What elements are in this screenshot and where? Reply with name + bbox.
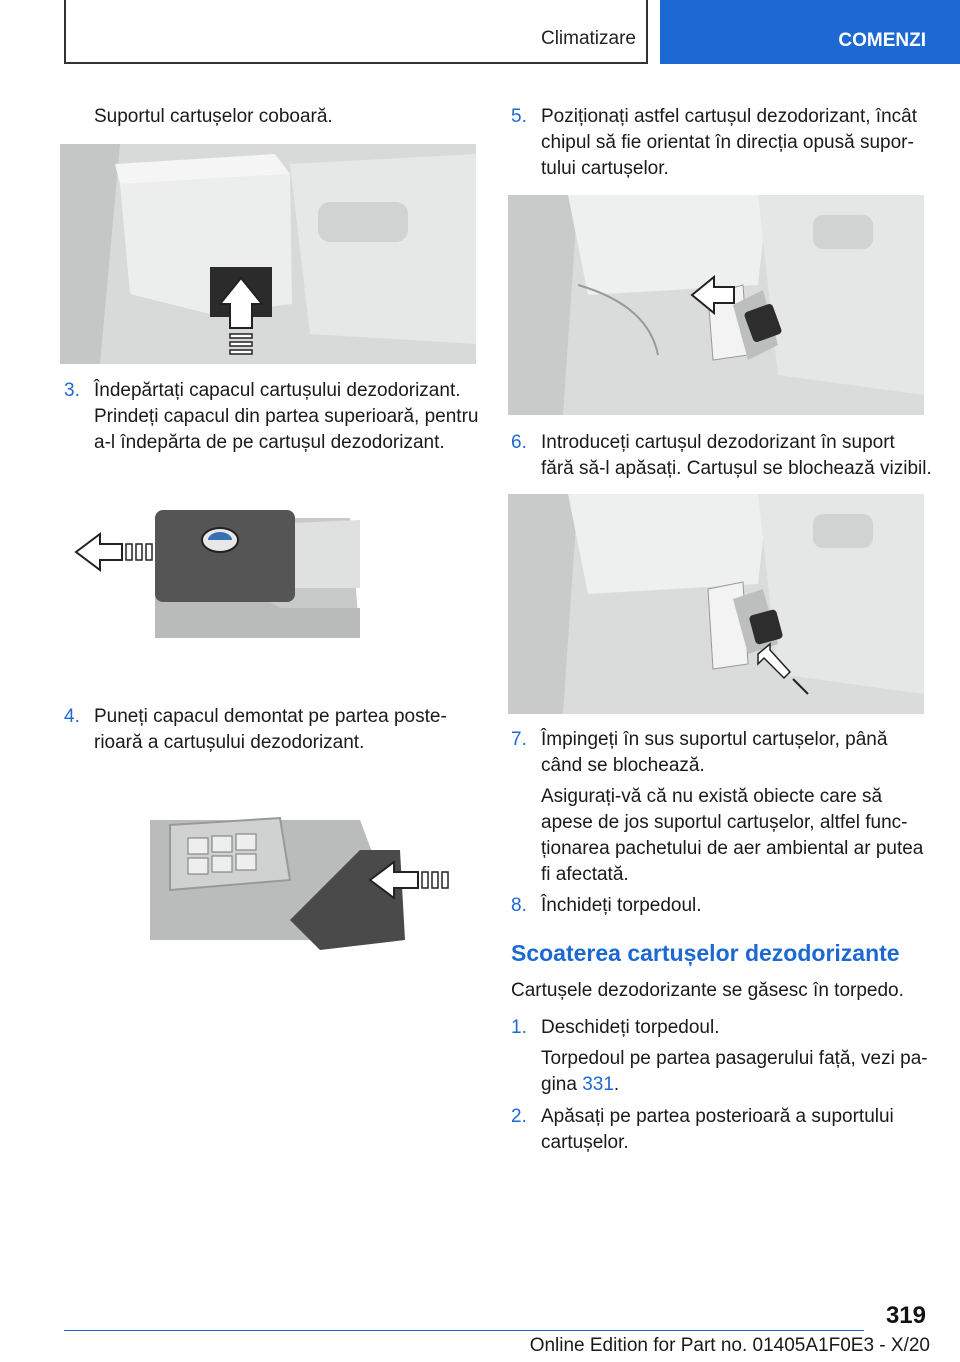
step-5-line-2: chipul să fie orientat în direcția opusă supor‐	[541, 132, 914, 153]
section-heading: Scoaterea cartușelor dezodorizante	[511, 940, 900, 966]
step-5-number: 5.	[511, 106, 527, 127]
page-number: 319	[885, 1302, 926, 1329]
step-6-line-2: fără să-l apăsați. Cartușul se blochează vizibil.	[541, 458, 932, 479]
sub-step-1-number: 1.	[511, 1017, 527, 1038]
step-7-line-2: când se blochează.	[541, 755, 705, 776]
step-7-number: 7.	[511, 729, 527, 750]
step-4-line-2: rioară a cartușului dezodorizant.	[94, 732, 365, 753]
step-4-number: 4.	[64, 706, 80, 727]
step-7-note-line-4: fi afectată.	[541, 864, 629, 885]
step-3-line-3: a-l îndepărta de pe cartușul dezodorizant.	[94, 432, 445, 453]
step-7-note-line-1: Asigurați-vă că nu există obiecte care să	[541, 786, 883, 807]
step-5-line-1: Poziționați astfel cartușul dezodorizant, încât	[541, 106, 917, 127]
sub-step-1-note-line-2: gina 331.	[541, 1074, 620, 1095]
figure-position-cartridge	[508, 195, 924, 415]
sub-step-1-text: Deschideți torpedoul.	[541, 1017, 720, 1038]
sub-step-2-number: 2.	[511, 1106, 527, 1127]
header-tab[interactable]: COMENZI	[660, 0, 960, 64]
step-8-number: 8.	[511, 895, 527, 916]
footer-edition: Online Edition for Part no. 01405A1F0E3 - X/20	[529, 1335, 930, 1356]
footer-divider	[64, 1330, 864, 1331]
page-link-331[interactable]: 331	[582, 1074, 614, 1095]
sub-step-2-line-2: cartușelor.	[541, 1132, 629, 1153]
step-3-line-1: Îndepărtați capacul cartușului dezodorizant.	[94, 380, 461, 401]
step-6-line-1: Introduceți cartușul dezodorizant în suport	[541, 432, 895, 453]
step-5-line-3: tului cartușelor.	[541, 158, 669, 179]
figure-place-cover	[60, 800, 476, 960]
figure-insert-cartridge	[508, 494, 924, 714]
figure-remove-cover	[60, 488, 476, 658]
step-7-note-line-3: ționarea pachetului de aer ambiental ar putea	[541, 838, 924, 859]
sub-step-2-line-1: Apăsați pe partea posterioară a suportului	[541, 1106, 894, 1127]
sub-step-1-note-line-1: Torpedoul pe partea pasagerului față, vezi pa‐	[541, 1048, 928, 1069]
step-4-line-1: Puneți capacul demontat pe partea poste‐	[94, 706, 447, 727]
header-section-title: Climatizare	[540, 28, 636, 49]
step-3-line-2: Prindeți capacul din partea superioară, pentru	[94, 406, 479, 427]
step-7-note-line-2: apese de jos suportul cartușelor, altfel func‐	[541, 812, 908, 833]
section-intro: Cartușele dezodorizante se găsesc în torpedo.	[511, 980, 904, 1001]
step-3-number: 3.	[64, 380, 80, 401]
step-7-line-1: Împingeți în sus suportul cartușelor, până	[541, 729, 888, 750]
figure-cartridge-holder	[60, 144, 476, 364]
step-6-number: 6.	[511, 432, 527, 453]
step-8-text: Închideți torpedoul.	[541, 895, 702, 916]
intro-text: Suportul cartușelor coboară.	[94, 106, 333, 127]
